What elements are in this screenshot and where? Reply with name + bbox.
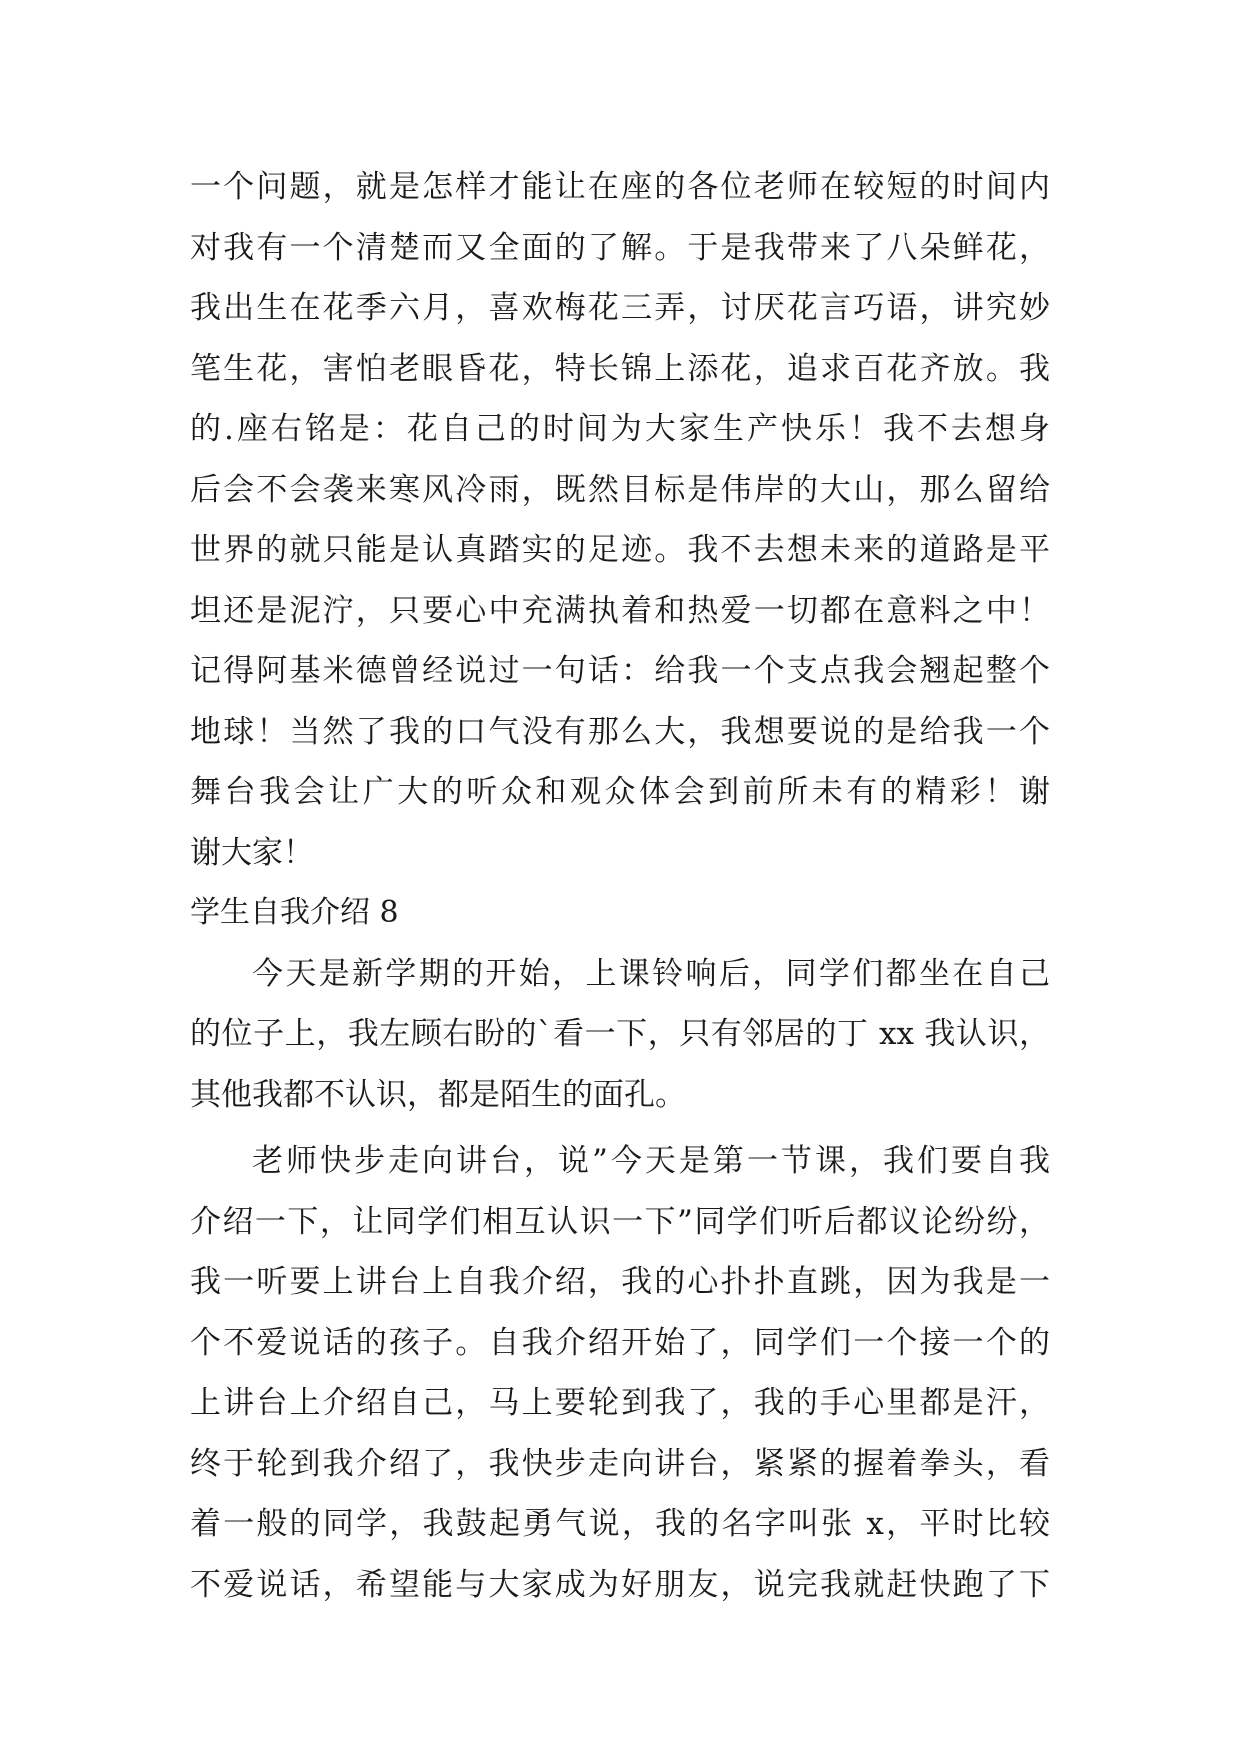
text-line: 记得阿基米德曾经说过一句话：给我一个支点我会翘起整个 — [190, 653, 1050, 689]
text-line: 舞台我会让广大的听众和观众体会到前所未有的精彩！谢 — [190, 774, 1050, 810]
paragraph — [190, 944, 1050, 1126]
text-line: 今天是新学期的开始，上课铃响后，同学们都坐在自己 — [252, 955, 1050, 992]
document-body — [190, 157, 1050, 1615]
text-line: 老师快步走向讲台，说”今天是第一节课，我们要自我 — [252, 1143, 1050, 1179]
text-line: 不爱说话，希望能与大家成为好朋友，说完我就赶快跑了下 — [190, 1566, 1050, 1603]
text-line: 后会不会袭来寒风冷雨，既然目标是伟岸的大山，那么留给 — [190, 471, 1050, 508]
text-line: 个不爱说话的孩子。自我介绍开始了，同学们一个接一个的 — [190, 1324, 1050, 1361]
text-line: 着一般的同学，我鼓起勇气说，我的名字叫张 x，平时比较 — [190, 1506, 1050, 1542]
text-line: 上讲台上介绍自己，马上要轮到我了，我的手心里都是汗， — [190, 1385, 1050, 1421]
text-line: 的位子上，我左顾右盼的`看一下，只有邻居的丁 xx 我认识， — [190, 1016, 1050, 1052]
text-line: 其他我都不认识，都是陌生的面孔。 — [190, 1076, 686, 1113]
text-line: 对我有一个清楚而又全面的了解。于是我带来了八朵鲜花， — [190, 229, 1050, 266]
text-line: 谢大家！ — [190, 834, 314, 871]
section-continued-text — [190, 157, 1050, 883]
text-line: 终于轮到我介绍了，我快步走向讲台，紧紧的握着拳头，看 — [190, 1445, 1050, 1482]
text-line: 的.座右铭是：花自己的时间为大家生产快乐！我不去想身 — [190, 411, 1050, 447]
text-line: 笔生花，害怕老眼昏花，特长锦上添花，追求百花齐放。我 — [190, 350, 1050, 387]
text-line: 世界的就只能是认真踏实的足迹。我不去想未来的道路是平 — [190, 532, 1050, 568]
text-line: 我一听要上讲台上自我介绍，我的心扑扑直跳，因为我是一 — [190, 1264, 1050, 1300]
text-line: 一个问题，就是怎样才能让在座的各位老师在较短的时间内 — [190, 169, 1050, 205]
text-line: 介绍一下，让同学们相互认识一下”同学们听后都议论纷纷， — [190, 1203, 1050, 1240]
paragraph — [190, 1131, 1050, 1615]
text-line: 坦还是泥泞，只要心中充满执着和热爱一切都在意料之中！ — [190, 592, 1050, 629]
text-line: 地球！当然了我的口气没有那么大，我想要说的是给我一个 — [190, 713, 1050, 750]
text-line: 我出生在花季六月，喜欢梅花三弄，讨厌花言巧语，讲究妙 — [190, 290, 1050, 326]
section-heading: 学生自我介绍 8 — [190, 895, 399, 930]
